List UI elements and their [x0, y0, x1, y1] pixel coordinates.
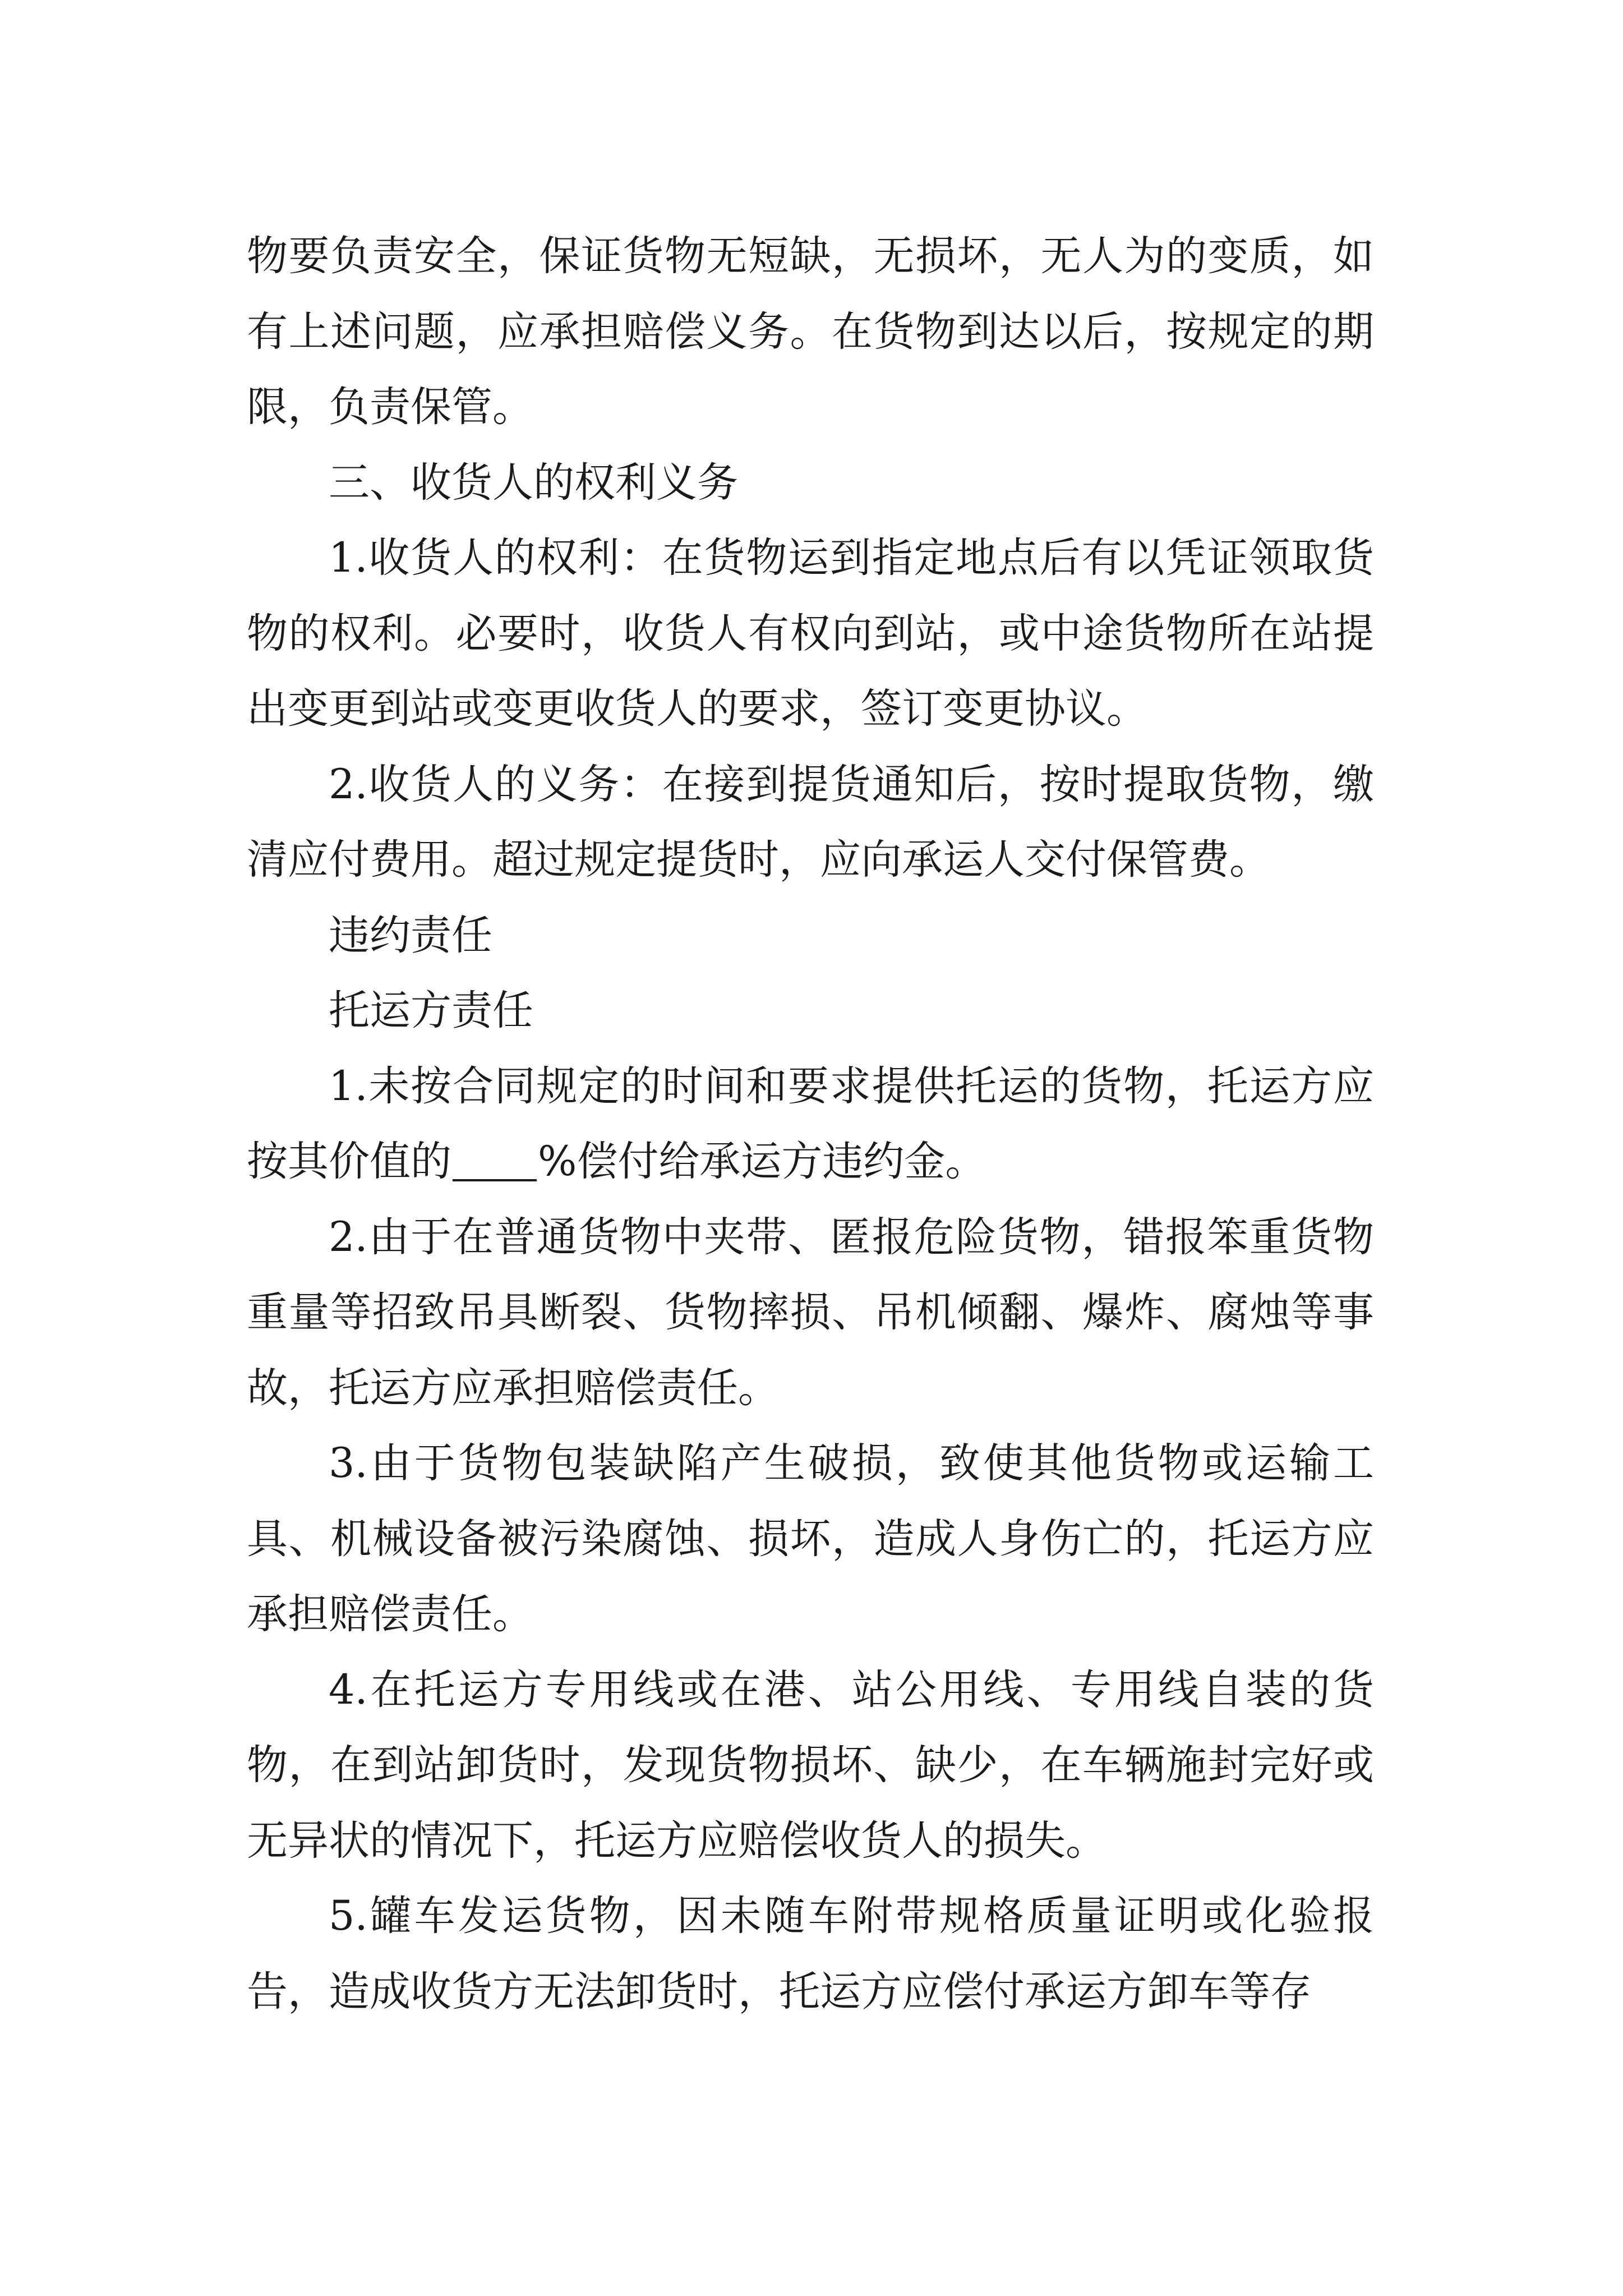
paragraph-shipper-liability-4: 4.在托运方专用线或在港、站公用线、专用线自装的货物，在到站卸货时，发现货物损坏、缺少，在车辆施封完好或无异状的情况下，托运方应赔偿收货人的损失。	[247, 1665, 1374, 1865]
fill-in-blank	[453, 1138, 537, 1181]
paragraph-consignee-obligations: 2.收货人的义务：在接到提货通知后，按时提取货物，缴清应付费用。超过规定提货时，应向承运人交付保管费。	[247, 760, 1374, 884]
section-heading-liability: 违约责任	[329, 911, 492, 959]
document-body	[247, 219, 1374, 2030]
paragraph-text-after-blank: %偿付给承运方违约金。	[538, 1138, 986, 1185]
section-heading-consignee-rights: 三、收货人的权利义务	[329, 458, 738, 507]
paragraph-shipper-liability-1	[247, 1049, 1374, 1200]
paragraph-shipper-liability-2: 2.由于在普通货物中夹带、匿报危险货物，错报笨重货物重量等招致吊具断裂、货物摔损、吊机倾翻、爆炸、腐烛等事故，托运方应承担赔偿责任。	[247, 1213, 1374, 1412]
paragraph-consignee-rights: 1.收货人的权利：在货物运到指定地点后有以凭证领取货物的权利。必要时，收货人有权向到站，或中途货物所在站提出变更到站或变更收货人的要求，签订变更协议。	[247, 534, 1374, 733]
paragraph-continuation: 物要负责安全，保证货物无短缺，无损坏，无人为的变质，如有上述问题，应承担赔偿义务。在货物到达以后，按规定的期限，负责保管。	[247, 232, 1374, 431]
paragraph-shipper-liability-5: 5.罐车发运货物，因未随车附带规格质量证明或化验报告，造成收货方无法卸货时，托运方应偿付承运方卸车等存	[247, 1892, 1374, 2016]
section-heading-shipper-liability: 托运方责任	[329, 987, 533, 1034]
paragraph-shipper-liability-3: 3.由于货物包装缺陷产生破损，致使其他货物或运输工具、机械设备被污染腐蚀、损坏，造成人身伤亡的，托运方应承担赔偿责任。	[247, 1439, 1374, 1638]
paragraph-text-before-blank: 1.未按合同规定的时间和要求提供托运的货物，托运方应按其价值的	[247, 1062, 1374, 1185]
